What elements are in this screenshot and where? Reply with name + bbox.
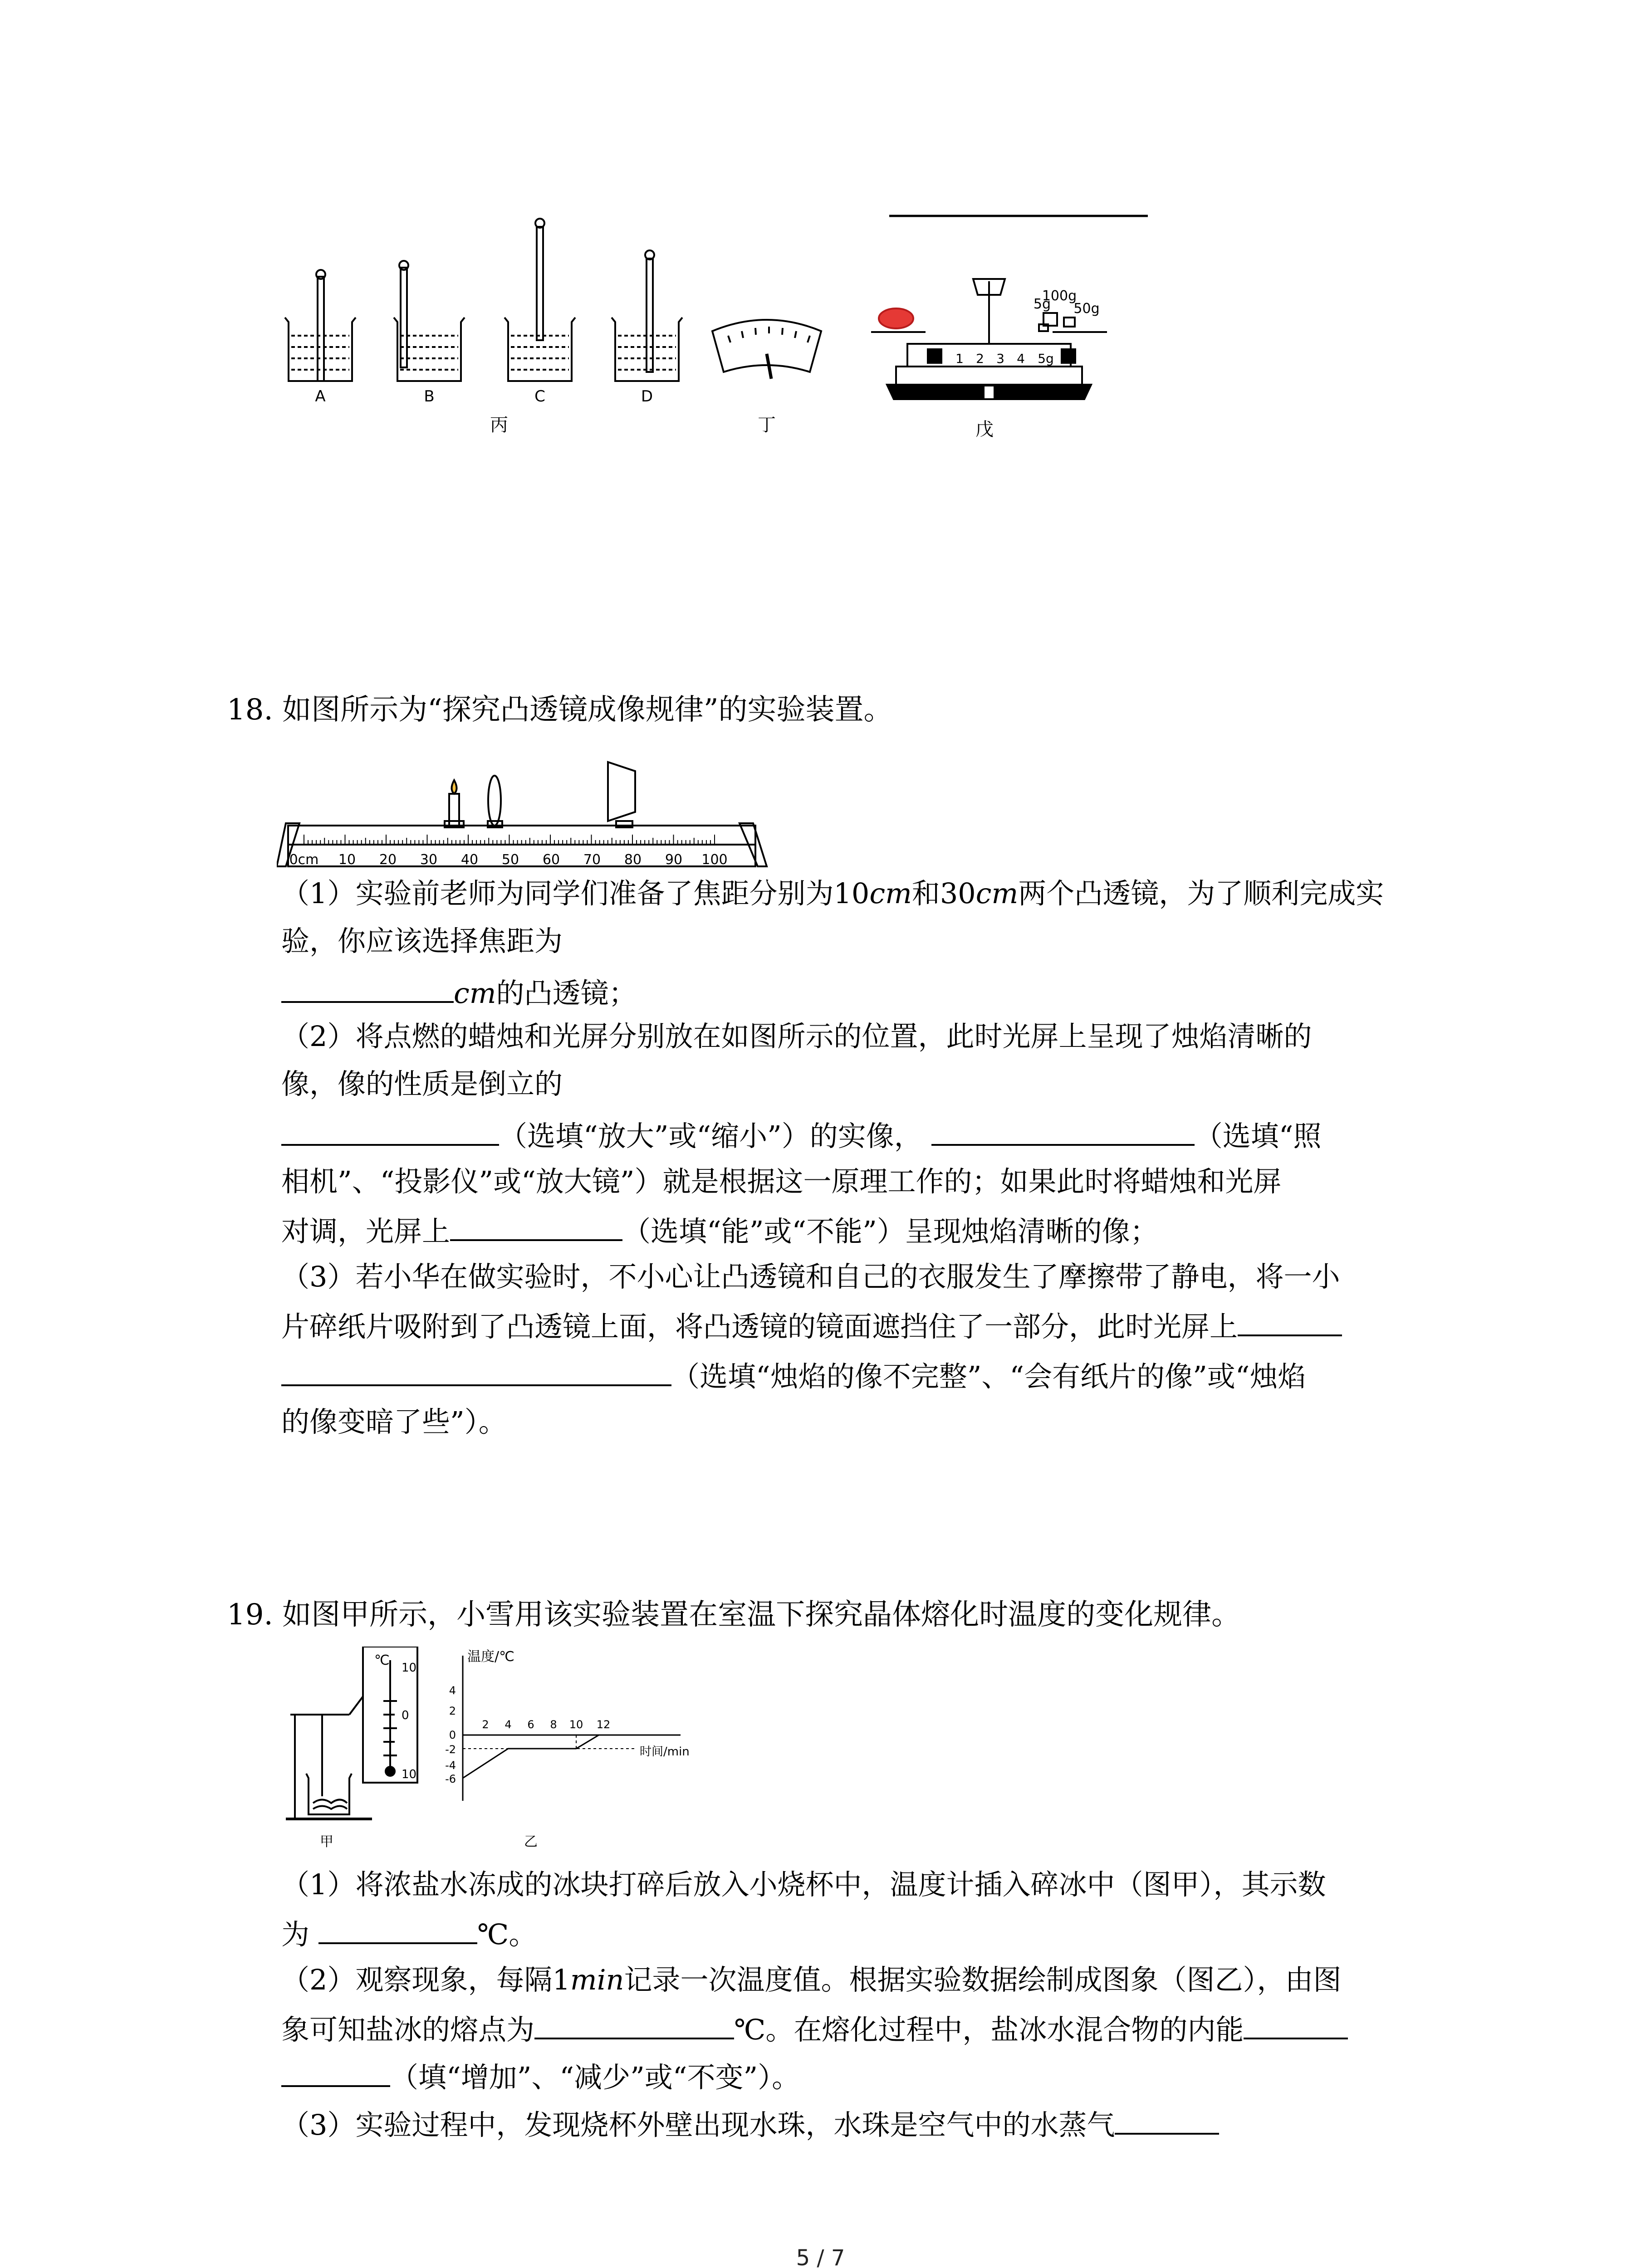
q18-line-8 [281,1211,1158,1250]
q19-l3-b: 记录一次温度值。根据实验数据绘制成图象（图乙），由图 [624,1963,1342,1996]
q19-line-6 [281,2105,1219,2143]
q19-line-5 [281,2057,800,2096]
q19-l3-min: min [570,1963,624,1996]
q18-blank-image-size[interactable] [281,1116,499,1146]
q18-heading: 18. 如图所示为“探究凸透镜成像规律”的实验装置。 [227,693,893,727]
q18-line-4: （2）将点燃的蜡烛和光屏分别放在如图所示的位置，此时光屏上呈现了烛焰清晰的 [281,1020,1312,1053]
q18-l1-cm2: cm [975,877,1019,910]
graph-y-neg4: -4 [445,1759,456,1772]
q18-line-7: 相机”、“投影仪”或“放大镜”）就是根据这一原理工作的；如果此时将蜡烛和光屏 [281,1165,1282,1198]
graph-ylabel: 温度/℃ [467,1649,514,1665]
q18-l6-a: （选填“放大”或“缩小”）的实像， [499,1119,922,1153]
ruler-tick-0: 0cm [289,852,319,868]
beaker-label-b: B [424,387,435,406]
thermo-unit: ℃ [374,1652,390,1668]
thermo-tick-mid: 0 [402,1709,409,1722]
q19-l4-a: 象可知盐冰的熔点为 [281,2013,535,2046]
q18-l8-b: （选填“能”或“不能”）呈现烛焰清晰的像； [622,1215,1158,1248]
q18-l10-text: 片碎纸片吸附到了凸透镜上面，将凸透镜的镜面遮挡住了一部分，此时光屏上 [281,1310,1238,1343]
beam-tick-4: 4 [1017,351,1025,366]
balance-beam-scale [931,351,1054,366]
graph-y-2: 2 [449,1705,456,1717]
label-ding: 丁 [758,415,776,435]
q19-line-1: （1）将浓盐水冻成的冰块打碎后放入小烧杯中，温度计插入碎冰中（图甲），其示数 [281,1868,1326,1901]
beam-tick-0: 0 [931,351,940,366]
graph-y-ticks [445,1684,456,1785]
graph-x-6: 6 [527,1718,534,1731]
beaker-a [285,270,356,381]
q18-line-12: 的像变暗了些”）。 [281,1405,507,1438]
graph-xlabel: 时间/min [640,1745,690,1759]
optical-bench-svg [277,744,776,875]
q19-blank-melting-point[interactable] [534,2009,734,2039]
graph-y-0: 0 [449,1729,456,1741]
optical-bench-figure [277,744,776,875]
graph-x-8: 8 [550,1718,557,1731]
q19-l4-b: ℃。在熔化过程中，盐冰水混合物的内能 [734,2013,1244,2046]
graph-x-2: 2 [482,1718,489,1731]
graph-y-4: 4 [449,1684,456,1697]
q19-l2-b: ℃。 [477,1918,537,1951]
q18-l1-b: 和30 [911,877,976,910]
q18-l6-b: （选填“照 [1194,1119,1322,1153]
label-jia: 甲 [320,1834,333,1850]
apparatus-jia [286,1647,417,1819]
q19-l5-text: （填“增加”、“减少”或“不变”）。 [390,2061,800,2094]
graph-x-4: 4 [505,1718,512,1731]
q19-l3-a: （2）观察现象，每隔1 [281,1963,570,1996]
beam-tick-1: 1 [955,351,964,366]
page-number: 5 / 7 [796,2245,845,2268]
graph-x-10: 10 [569,1718,583,1731]
q18-line-10 [281,1306,1342,1345]
q19-blank-vapor[interactable] [1115,2105,1219,2135]
q18-line-9: （3）若小华在做实验时，不小心让凸透镜和自己的衣服发生了摩擦带了静电，将一小 [281,1260,1340,1293]
q19-blank-reading[interactable] [318,1914,477,1944]
q19-blank-energy-a[interactable] [1244,2009,1348,2039]
thermo-tick-bottom: 10 [402,1768,417,1781]
beaker-label-c: C [534,387,545,406]
ruler-tick-100: 100 [701,852,728,868]
q18-line-3 [281,973,637,1012]
label-bing: 丙 [490,415,508,435]
graph-y-neg6: -6 [445,1773,456,1785]
beam-tick-2: 2 [976,351,984,366]
q18-line-11 [281,1356,1306,1395]
q18-l3-text: 的凸透镜； [496,977,637,1010]
q19-blank-energy-b[interactable] [281,2057,390,2087]
ruler-tick-90: 90 [665,852,683,868]
ruler-tick-20: 20 [379,852,397,868]
q18-line-2: 验，你应该选择焦距为 [281,924,563,958]
q18-blank-paper-a[interactable] [1238,1306,1342,1336]
graph-curve [463,1735,635,1778]
q18-l3-cm: cm [454,977,496,1010]
q18-blank-swap[interactable] [450,1211,622,1241]
q19-line-2 [281,1914,537,1953]
beaker-c [505,219,575,381]
top-figure [272,200,1180,454]
label-yi: 乙 [524,1834,538,1850]
ruler-tick-40: 40 [460,852,479,868]
q19-figures-svg [281,1647,758,1855]
q18-blank-focal[interactable] [281,973,454,1003]
ruler-tick-30: 30 [420,852,438,868]
q18-l8-a: 对调，光屏上 [281,1215,451,1248]
thermo-tick-top: 10 [402,1661,417,1675]
q18-l1-c: 两个凸透镜，为了顺利完成实 [1018,877,1384,910]
q18-line-5: 像，像的性质是倒立的 [281,1067,563,1100]
graph-y-neg2: -2 [445,1743,456,1756]
q19-line-3 [281,1962,1341,1998]
ruler-minor-ticks [304,835,715,845]
ruler-tick-80: 80 [624,852,642,868]
q19-line-4 [281,2009,1348,2048]
q19-l2-a: 为 [281,1918,310,1951]
q18-l1-a: （1）实验前老师为同学们准备了焦距分别为10 [281,877,870,910]
weight-50g: 50g [1073,301,1100,317]
beam-tick-5: 5g [1038,351,1054,366]
q19-figures [281,1647,758,1855]
q18-l1-cm1: cm [869,877,912,910]
ruler-tick-60: 60 [542,852,560,868]
label-wu: 戊 [975,419,994,440]
weight-100g: 100g [1042,288,1077,304]
top-figure-svg [272,200,1180,454]
graph-x-12: 12 [596,1718,611,1731]
ruler-tick-70: 70 [583,852,601,868]
beam-tick-3: 3 [996,351,1004,366]
ruler-tick-labels [289,852,728,868]
weight-5g: 5g [1033,296,1051,312]
q18-blank-paper-b[interactable] [281,1356,671,1386]
beaker-label-a: A [315,387,326,406]
beaker-b [394,261,465,381]
beaker-d [612,250,682,381]
beaker-label-d: D [641,387,653,406]
q18-l11-text: （选填“烛焰的像不完整”、“会有纸片的像”或“烛焰 [671,1360,1306,1393]
q18-line-6 [281,1116,1322,1154]
q19-l6-text: （3）实验过程中，发现烧杯外壁出现水珠，水珠是空气中的水蒸气 [281,2108,1115,2141]
ruler-tick-10: 10 [338,852,356,868]
q19-heading: 19. 如图甲所示，小雪用该实验装置在室温下探究晶体熔化时温度的变化规律。 [227,1598,1241,1632]
ruler-tick-50: 50 [501,852,519,868]
q18-blank-device[interactable] [931,1116,1195,1146]
graph-x-ticks [482,1718,610,1731]
q18-line-1 [281,875,1384,912]
thermometer-dial [712,320,821,379]
